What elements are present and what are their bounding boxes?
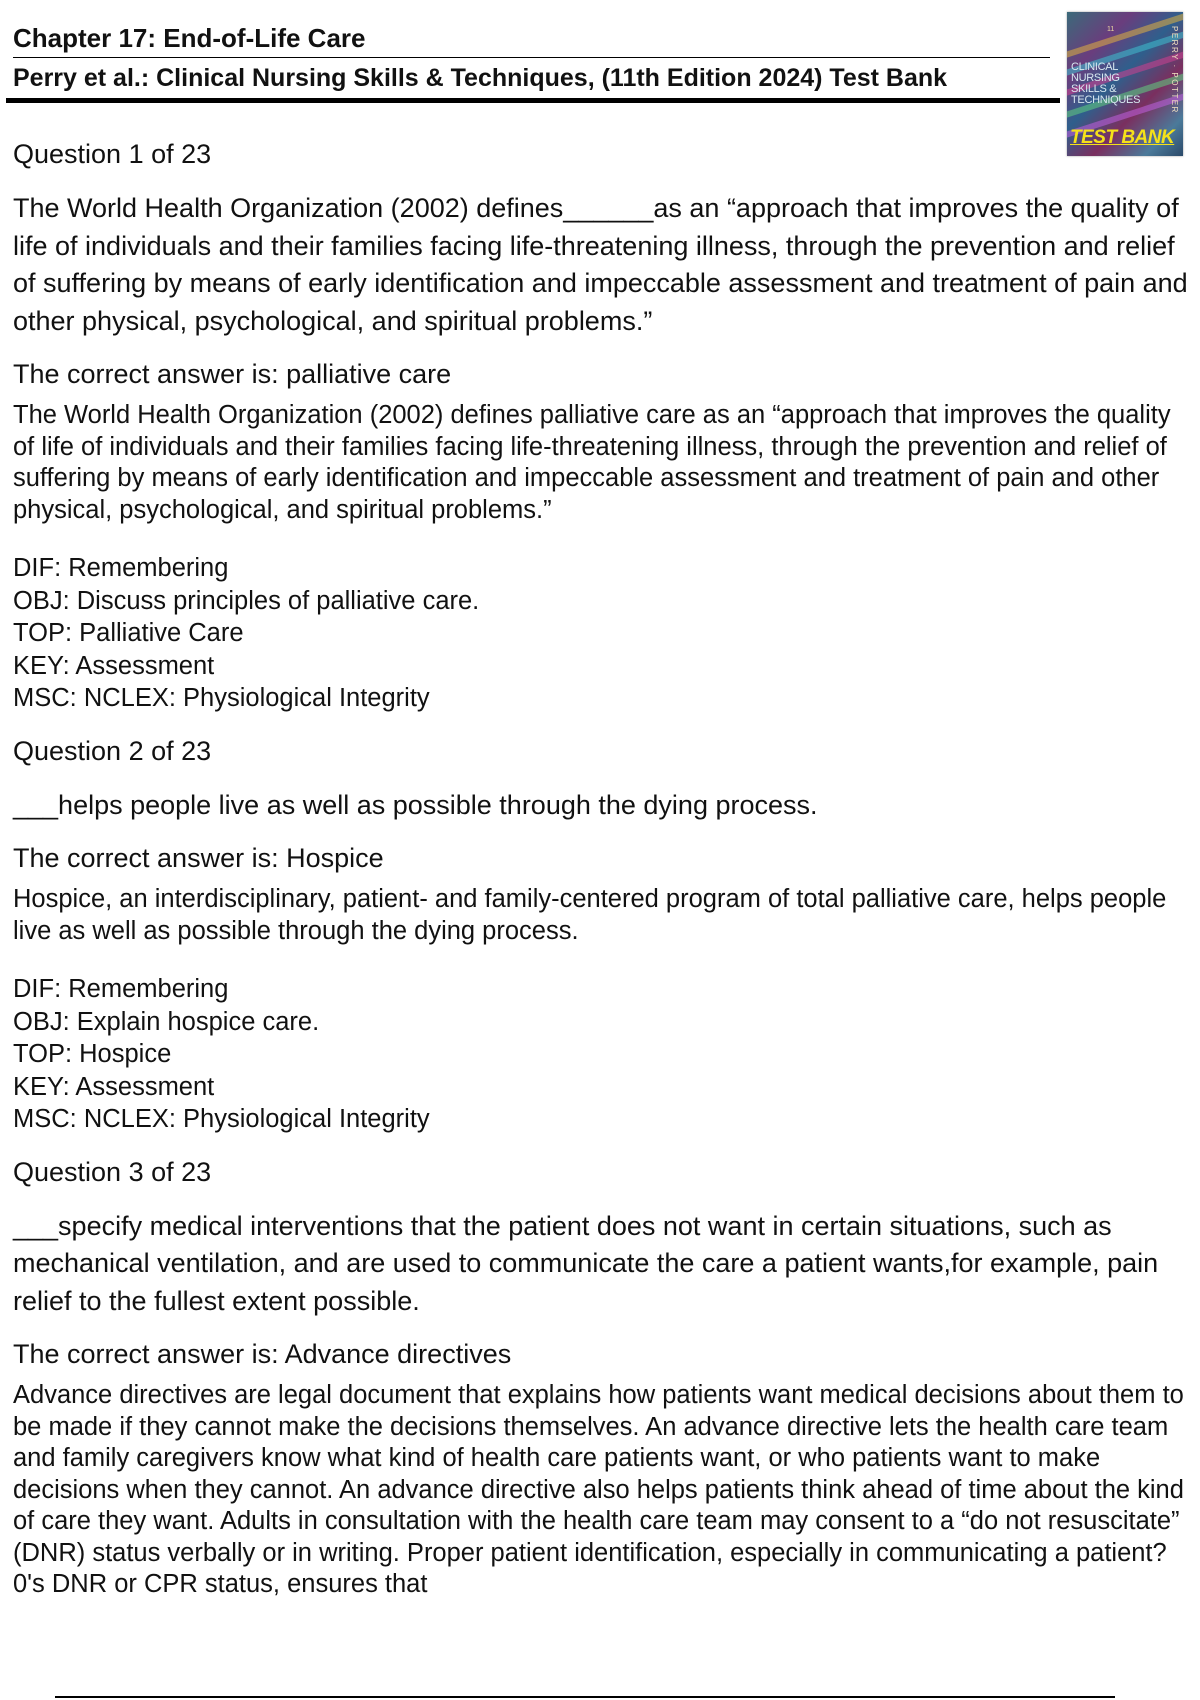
question-list bbox=[13, 138, 1188, 1601]
meta-objective: OBJ: Discuss principles of palliative care. bbox=[13, 586, 480, 615]
correct-answer: The correct answer is: Advance directives bbox=[13, 1339, 512, 1369]
meta-msc: MSC: NCLEX: Physiological Integrity bbox=[13, 684, 430, 712]
meta-key: KEY: Assessment bbox=[13, 651, 215, 680]
question-heading: Question 3 of 23 bbox=[13, 1156, 212, 1187]
footer-rule bbox=[55, 1696, 1115, 1698]
question-prompt: ___helps people live as well as possible through the dying process. bbox=[13, 789, 818, 820]
meta-difficulty: DIF: Remembering bbox=[13, 975, 229, 1003]
question-metadata bbox=[13, 973, 1188, 1136]
answer-rationale: The World Health Organization (2002) defines palliative care as an “approach that improves the quality of life of individuals and their families facing life-threatening illness, through the prevention and relief of suffering by means of early identification and impeccable assessment and treatment of pain and other physical, psychological, and spiritual problems.” bbox=[13, 401, 1171, 524]
answer-rationale: Advance directives are legal document that explains how patients want medical decisions about them to be made if they cannot make the decisions themselves. An advance directive lets the health care team and family caregivers know what kind of health care patients want, or who patients want to make decisions when they cannot. An advance directive also helps patients think ahead of time about the kind of care they want. Adults in consultation with the health care team may consent to a “do not resuscitate” (DNR) status verbally or in writing. Proper patient identification, especially in communicating a patient?0's DNR or CPR status, ensures that bbox=[13, 1381, 1184, 1598]
question-prompt: The World Health Organization (2002) defines______as an “approach that improves the quality of life of individuals and their families facing life-threatening illness, through the prevention and relief of suffering by means of early identification and impeccable assessment and treatment of pain and other physical, psychological, and spiritual problems.” bbox=[13, 193, 1188, 336]
correct-answer: The correct answer is: Hospice bbox=[13, 843, 384, 873]
meta-objective: OBJ: Explain hospice care. bbox=[13, 1007, 320, 1036]
question-heading: Question 1 of 23 bbox=[13, 139, 212, 169]
question-metadata bbox=[13, 552, 1188, 715]
answer-rationale: Hospice, an interdisciplinary, patient- and family-centered program of total palliative care, helps people live as well as possible through the dying process. bbox=[13, 885, 1167, 945]
question-block bbox=[13, 138, 1188, 715]
question-heading: Question 2 of 23 bbox=[13, 735, 212, 766]
cover-authors: PERRY · POTTER bbox=[1170, 26, 1179, 114]
book-title: Perry et al.: Clinical Nursing Skills & Techniques, (11th Edition 2024) Test Bank bbox=[13, 64, 948, 92]
correct-answer: The correct answer is: palliative care bbox=[13, 359, 452, 389]
meta-key: KEY: Assessment bbox=[13, 1072, 215, 1101]
meta-msc: MSC: NCLEX: Physiological Integrity bbox=[13, 1105, 430, 1133]
cover-edition: 11 bbox=[1107, 26, 1115, 33]
cover-title: CLINICAL NURSING SKILLS & TECHNIQUES bbox=[1071, 61, 1141, 106]
test-bank-badge: TEST BANK bbox=[1070, 127, 1175, 148]
header-divider bbox=[13, 57, 1050, 58]
meta-topic: TOP: Palliative Care bbox=[13, 619, 244, 647]
meta-topic: TOP: Hospice bbox=[13, 1040, 172, 1068]
question-block bbox=[13, 1156, 1188, 1601]
meta-difficulty: DIF: Remembering bbox=[13, 554, 229, 582]
chapter-title: Chapter 17: End-of-Life Care bbox=[13, 23, 366, 53]
question-prompt: ___specify medical interventions that the patient does not want in certain situations, such as mechanical ventilation, and are used to communicate the care a patient wants,for example, pain relief to the fullest extent possible. bbox=[13, 1210, 1159, 1316]
header-rule bbox=[6, 98, 1060, 103]
book-cover-image bbox=[1067, 12, 1183, 156]
question-block bbox=[13, 735, 1188, 1136]
